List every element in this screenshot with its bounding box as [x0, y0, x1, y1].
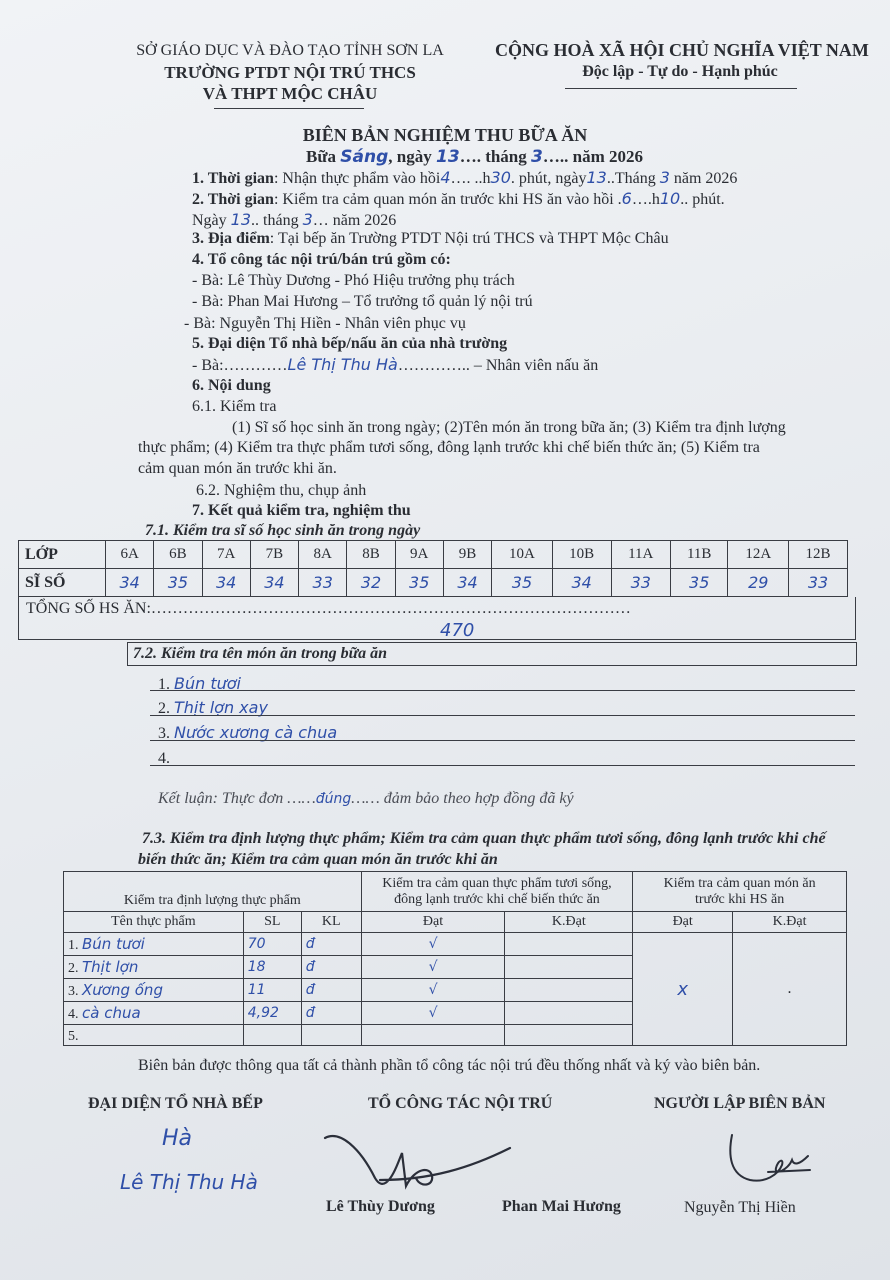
food-name-cell [64, 979, 244, 1002]
dish-name: Thịt lợn xay [174, 698, 268, 717]
col-name: Tên thực phẩm [64, 912, 244, 933]
col-dat-taste: Đạt [633, 912, 733, 933]
row-num: 1. [68, 937, 79, 953]
section-7-2-title: 7.2. Kiểm tra tên món ăn trong bữa ăn [133, 645, 388, 662]
item-6-2: 6.2. Nghiệm thu, chụp ảnh [196, 482, 367, 499]
item-6-label: 6. Nội dung [192, 377, 271, 394]
head-fresh [361, 872, 633, 912]
dish-num: 4. [158, 750, 170, 767]
col-kl: KL [301, 912, 361, 933]
row-num: 2. [68, 960, 79, 976]
item-2-day: 13 [230, 210, 252, 229]
header-left-underline [214, 108, 364, 109]
closing-text: Biên bản được thông qua tất cả thành phần tổ công tác nội trú đều thống nhất và ký vào biên bản. [138, 1057, 761, 1074]
food-kl: đ [301, 956, 361, 979]
item-2-min: 10 [659, 189, 681, 208]
meal-month-label: …. tháng [459, 147, 527, 166]
meal-day-label: , ngày [388, 147, 432, 166]
meal-value: Sáng [340, 147, 389, 167]
item-2-text-b: ….h [631, 191, 660, 208]
item-5-prefix: - Bà:………… [192, 357, 288, 374]
team-signature-icon [320, 1128, 520, 1198]
food-sl: 70 [243, 933, 301, 956]
col-kdat: K.Đạt [505, 912, 633, 933]
food-kl [301, 1025, 361, 1046]
food-kdat [505, 1002, 633, 1025]
count-cell: 34 [443, 569, 491, 597]
item-2: 2. Thời gian: Kiểm tra cảm quan món ăn trước khi HS ăn vào hồi .6….h10.. phút. [192, 189, 725, 208]
count-row-label: SĨ SỐ [19, 569, 106, 597]
head-qty: Kiểm tra định lượng thực phẩm [64, 872, 362, 912]
row-num: 5. [68, 1028, 79, 1044]
item-1-min: 30 [490, 168, 511, 187]
quality-check-table [63, 871, 847, 1046]
count-cell: 35 [492, 569, 553, 597]
meal-line [306, 147, 643, 167]
dish-line [150, 715, 855, 716]
item-3 [192, 230, 669, 248]
total-label: TỔNG SỐ HS ĂN:……………………………………………………………………………… [26, 600, 631, 617]
food-kdat [505, 956, 633, 979]
meal-month: 3 [531, 147, 543, 167]
row-num: 3. [68, 983, 79, 999]
item-6-1-line1: (1) Sĩ số học sinh ăn trong ngày; (2)Tên món ăn trong bữa ăn; (3) Kiểm tra định lượng [232, 419, 786, 436]
count-cell: 29 [728, 569, 789, 597]
item-2-month: 3 [302, 210, 313, 229]
food-kl: đ [301, 979, 361, 1002]
food-dat [361, 1025, 505, 1046]
food-name: Thịt lợn [82, 957, 139, 976]
item-5-label: 5. Đại diện Tổ nhà bếp/nấu ăn của nhà trường [192, 335, 508, 352]
head-fresh-line2: đông lạnh trước khi chế biến thức ăn [394, 891, 600, 907]
item-2-text-c: .. phút. [680, 191, 725, 208]
head-taste-line2: trước khi HS ăn [694, 891, 785, 907]
class-row [19, 541, 848, 569]
col-sl: SL [243, 912, 301, 933]
kitchen-signature-short: Hà [162, 1126, 193, 1151]
count-cell: 33 [299, 569, 347, 597]
header-school-line2: VÀ THPT MỘC CHÂU [202, 84, 378, 103]
count-cell: 35 [154, 569, 202, 597]
header-school-line1: TRƯỜNG PTDT NỘI TRÚ THCS [164, 63, 416, 82]
item-1-text-a: : Nhận thực phẩm vào hồi [273, 170, 441, 187]
food-sl: 4,92 [243, 1002, 301, 1025]
count-cell: 34 [250, 569, 298, 597]
food-kl: đ [301, 933, 361, 956]
food-name-cell [64, 956, 244, 979]
item-2-date [192, 210, 396, 230]
conclusion-value: đúng [315, 791, 352, 807]
dish-name: Nước xương cà chua [174, 723, 338, 742]
conclusion-prefix: Kết luận: Thực đơn …… [158, 790, 316, 807]
item-2-day-label: Ngày [192, 212, 227, 229]
header-right-underline [565, 88, 797, 89]
class-cell: 6A [106, 541, 154, 569]
class-count-table [18, 540, 848, 597]
section-7-3-title-line2: biến thức ăn; Kiểm tra cảm quan món ăn trước khi ăn [138, 851, 498, 868]
item-2-year: … năm 2026 [312, 212, 397, 229]
head-taste-line1: Kiểm tra cảm quan món ăn [663, 875, 816, 891]
header-nation: CỘNG HOÀ XÃ HỘI CHỦ NGHĨA VIỆT NAM [495, 40, 869, 60]
member-3: - Bà: Nguyễn Thị Hiền - Nhân viên phục vụ [184, 315, 466, 332]
item-1-hour: 4 [440, 168, 451, 187]
meal-prefix: Bữa [306, 147, 337, 166]
item-4-label: 4. Tổ công tác nội trú/bán trú gồm có: [192, 251, 451, 268]
header-dept: SỞ GIÁO DỤC VÀ ĐÀO TẠO TỈNH SƠN LA [136, 42, 444, 59]
item-6-1-line2: thực phẩm; (4) Kiểm tra thực phẩm tươi sống, đông lạnh trước khi chế biến thức ăn; (5) Kiểm tra [138, 439, 760, 456]
dish-line [150, 765, 855, 766]
author-signature-icon [720, 1130, 820, 1190]
class-cell: 10B [552, 541, 611, 569]
meal-day: 13 [436, 147, 460, 167]
item-7-label: 7. Kết quả kiểm tra, nghiệm thu [192, 502, 411, 519]
count-cell: 35 [395, 569, 443, 597]
kitchen-title: ĐẠI DIỆN TỔ NHÀ BẾP [88, 1095, 263, 1112]
count-cell: 34 [106, 569, 154, 597]
item-3-label: 3. Địa điểm [192, 230, 270, 247]
dish-name: Bún tươi [174, 674, 241, 693]
team-member-name-1: Lê Thùy Dương [326, 1198, 435, 1215]
count-cell: 35 [670, 569, 728, 597]
count-row [19, 569, 848, 597]
food-sl [243, 1025, 301, 1046]
count-cell: 34 [202, 569, 250, 597]
head-fresh-line1: Kiểm tra cảm quan thực phẩm tươi sống, [382, 875, 612, 891]
food-dat: √ [361, 979, 505, 1002]
taste-dat: x [633, 933, 733, 1046]
col-dat: Đạt [361, 912, 505, 933]
food-sl: 18 [243, 956, 301, 979]
item-5-line [192, 355, 598, 375]
class-row-label: LỚP [19, 541, 106, 569]
item-2-label: 2. Thời gian [192, 191, 274, 208]
item-1-day: 13 [586, 168, 607, 187]
item-1-text-e: năm 2026 [673, 170, 738, 187]
section-7-1-title: 7.1. Kiểm tra sĩ số học sinh ăn trong ngày [145, 522, 421, 539]
team-title: TỔ CÔNG TÁC NỘI TRÚ [368, 1095, 553, 1112]
header-motto: Độc lập - Tự do - Hạnh phúc [582, 63, 778, 80]
class-cell: 10A [492, 541, 553, 569]
class-cell: 9A [395, 541, 443, 569]
class-cell: 11A [611, 541, 670, 569]
dish-item [158, 674, 241, 694]
food-dat: √ [361, 933, 505, 956]
count-cell: 33 [789, 569, 848, 597]
food-name-cell [64, 1002, 244, 1025]
row-num: 4. [68, 1006, 79, 1022]
food-kdat [505, 933, 633, 956]
item-1-month: 3 [659, 168, 670, 187]
item-3-text: : Tại bếp ăn Trường PTDT Nội trú THCS và THPT Mộc Châu [269, 230, 669, 247]
class-cell: 7A [202, 541, 250, 569]
count-cell: 34 [552, 569, 611, 597]
class-cell: 8B [347, 541, 395, 569]
food-name-cell [64, 933, 244, 956]
col-kdat-taste: K.Đạt [733, 912, 847, 933]
item-6-1-line3: cảm quan món ăn trước khi ăn. [138, 460, 337, 477]
taste-kdat: . [733, 933, 847, 1046]
dish-num: 1. [158, 676, 170, 693]
total-value: 470 [440, 620, 475, 641]
meal-year-label: ….. năm 2026 [542, 147, 643, 166]
kitchen-signature-name: Lê Thị Thu Hà [120, 1170, 258, 1194]
dish-num: 2. [158, 700, 170, 717]
class-cell: 6B [154, 541, 202, 569]
item-6-1: 6.1. Kiểm tra [192, 398, 277, 415]
dish-num: 3. [158, 725, 170, 742]
item-2-hour: 6 [621, 189, 632, 208]
food-sl: 11 [243, 979, 301, 1002]
conclusion-suffix: …… đảm bảo theo hợp đồng đã ký [351, 790, 574, 807]
item-1: 1. Thời gian: Nhận thực phẩm vào hồi4…. ..h30. phút, ngày13..Tháng 3 năm 2026 [192, 168, 738, 187]
food-name-cell [64, 1025, 244, 1046]
table-row [64, 933, 847, 956]
dish-line [150, 740, 855, 741]
member-1: - Bà: Lê Thùy Dương - Phó Hiệu trưởng phụ trách [192, 272, 515, 289]
item-2-month-label: .. tháng [251, 212, 299, 229]
author-name: Nguyễn Thị Hiền [684, 1199, 796, 1216]
food-dat: √ [361, 1002, 505, 1025]
member-2: - Bà: Phan Mai Hương – Tổ trưởng tổ quản lý nội trú [192, 293, 533, 310]
author-title: NGƯỜI LẬP BIÊN BẢN [654, 1095, 826, 1112]
item-5-suffix: ………….. – Nhân viên nấu ăn [397, 357, 599, 374]
item-2-text-a: : Kiểm tra cảm quan món ăn trước khi HS ăn vào hồi [273, 191, 614, 208]
item-5-name: Lê Thị Thu Hà [287, 355, 398, 374]
item-1-text-c: phút, ngày [518, 170, 587, 187]
food-kdat [505, 979, 633, 1002]
team-member-name-2: Phan Mai Hương [502, 1198, 621, 1215]
food-name: Xương ống [82, 980, 163, 999]
page-title: BIÊN BẢN NGHIỆM THU BỮA ĂN [302, 125, 588, 145]
class-cell: 8A [299, 541, 347, 569]
class-cell: 12A [728, 541, 789, 569]
class-cell: 7B [250, 541, 298, 569]
head-taste [633, 872, 847, 912]
item-1-text-b: h [482, 170, 491, 187]
dish-line [150, 690, 855, 691]
count-cell: 33 [611, 569, 670, 597]
food-name: cà chua [82, 1003, 141, 1022]
section-7-3-title-line1: 7.3. Kiểm tra định lượng thực phẩm; Kiểm tra cảm quan thực phẩm tươi sống, đông lạnh trước khi chế [142, 830, 826, 847]
class-cell: 12B [789, 541, 848, 569]
class-cell: 11B [670, 541, 728, 569]
food-dat: √ [361, 956, 505, 979]
food-kdat [505, 1025, 633, 1046]
class-cell: 9B [443, 541, 491, 569]
item-1-label: 1. Thời gian [192, 170, 274, 187]
count-cell: 32 [347, 569, 395, 597]
food-name: Bún tươi [82, 934, 145, 953]
conclusion [158, 790, 574, 808]
item-1-text-d: ..Tháng [606, 170, 656, 187]
food-kl: đ [301, 1002, 361, 1025]
